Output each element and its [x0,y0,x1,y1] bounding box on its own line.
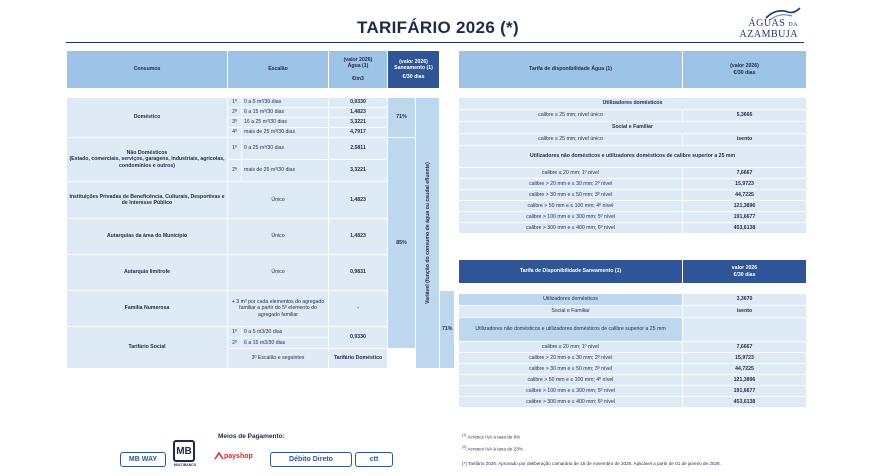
section-title: Utilizadores não domésticos e utilizadores domésticos de calibre superior a 25 mm [459,146,807,168]
company-logo [716,6,806,40]
payshop-icon [214,452,224,460]
row-label: calibre ≤ 25 mm; nível único [459,110,683,122]
autarquia-limitrofe-label: Autarquia limítrofe [67,255,228,291]
footnote-iva-23: $^{(2)}$ Acresce IVA à taxa de 23% [462,445,523,452]
header-consumos: Consumos [67,51,228,89]
header-agua: (valor 2026) Água (1) €/m3 [329,51,388,89]
agua-value: 1,4823 [329,219,388,255]
row-value: 44,7225 [683,364,807,375]
multibanco-logo [173,440,197,470]
row-value: 44,7225 [683,190,807,201]
ipss-label: Instituições Privadas de Beneficência, Culturais, Desportivas e de Interesse Público [67,182,228,219]
escalao-number: 3º [228,118,242,128]
ctt-logo: ctt [355,452,393,467]
title-divider [66,42,804,43]
escalao-unico: Único [228,219,329,255]
escalao-number: 1º [228,138,242,160]
saneamento-value: 85% [388,138,416,349]
row-label: calibre ≤ 20 mm; 1º nível [459,168,683,179]
escalao-number: 4º [228,128,242,138]
agua-value: 3,3221 [329,118,388,128]
familia-escalao: + 3 m³ por cada elementos do agregado familiar a partir do 5º elemento do agregado familiar [228,291,329,327]
nao-domesticos-label: Não Domésticos (Estado, comerciais, serviços, garagens, industriais, agrícolas, condomínios e outros) [67,138,228,182]
disponibilidade-agua-table [458,97,807,234]
mb-icon: MB [173,440,195,462]
row-label: Social e Familiar [459,306,683,318]
escalao-range: mais de 25 m³/30 dias [242,160,329,182]
agua-value: 4,7917 [329,128,388,138]
escalao-number: 1º [228,327,242,338]
escalao-range: 0 a 5 m³/30 dias [242,98,329,108]
escalao-range: mais de 25 m³/30 dias [242,128,329,138]
escalao-range: 16 a 25 m³/30 dias [242,118,329,128]
row-label: calibre > 20 mm e ≤ 30 mm; 2º nível [459,353,683,364]
header-saneamento: (valor 2026) Saneamento (1) €/30 dias [388,51,440,89]
row-label: calibre > 300 mm e ≤ 400 mm; 6º nível [459,397,683,408]
saneamento-value: 71% [388,98,416,138]
escalao-number: 2º [228,160,242,182]
agua-value: 2,5811 [329,138,388,160]
row-value: 15,9723 [683,353,807,364]
section-title: Social e Familiar [459,122,807,134]
row-label: calibre > 300 mm e ≤ 400 mm; 6º nível [459,223,683,234]
agua-value: 1,4823 [329,182,388,219]
section-title: Utilizadores não domésticos e utilizadores domésticos de calibre superior a 25 mm [459,318,683,342]
agua-value: 1,4823 [329,108,388,118]
row-label: calibre ≤ 25 mm; nível único [459,134,683,146]
logo-line1: ÁGUAS DA [748,18,798,29]
saneamento-variable-cell [416,98,440,369]
row-value: 15,9723 [683,179,807,190]
escalao-range: 6 a 15 m³/30 dias [242,108,329,118]
row-value: 191,6677 [683,212,807,223]
row-value: isento [683,134,807,146]
header-disp-saneamento-value: valor 2026 €/30 dias [683,260,807,284]
escalao-range: 3º Escalão e seguintes [228,349,329,369]
saneamento-variable-label: Variável (função do consumo de água ou caudal efluente) [424,162,431,304]
escalao-range: 0 a 5 m3/30 dias [242,327,329,338]
escalao-number: 2º [228,108,242,118]
header-disp-agua-value: (valor 2026) €/30 dias [683,51,807,89]
escalao-range: 0 a 25 m³/30 dias [242,138,329,160]
payshop-logo [214,452,253,460]
row-value: isento [683,306,807,318]
row-label: calibre > 20 mm e ≤ 30 mm; 2º nível [459,179,683,190]
escalao-number: 1º [228,98,242,108]
row-label: calibre > 100 mm e ≤ 300 mm; 5º nível [459,212,683,223]
row-value: 121,3896 [683,201,807,212]
agua-value: 0,9831 [329,255,388,291]
row-value: 7,6667 [683,342,807,353]
row-value: 453,6138 [683,223,807,234]
debito-direto-logo: Débito Direto [270,452,352,467]
autarquias-label: Autarquias da área do Município [67,219,228,255]
row-value: 3,3670 [683,294,807,306]
mb-sub: MULTIBANCO [173,463,197,467]
logo-line2: AZAMBUJA [739,29,798,40]
row-label: calibre ≤ 20 mm; 1º nível [459,342,683,353]
disponibilidade-saneamento-header [458,259,807,284]
payshop-label: payshop [224,452,253,460]
header-escalao: Escalão [228,51,329,89]
row-value: 7,6667 [683,168,807,179]
escalao-unico: Único [228,255,329,291]
row-value: 5,3666 [683,110,807,122]
mbway-logo: MB WAY [120,452,166,467]
tarifario-social-label: Tarifário Social [67,327,228,369]
row-label: calibre > 30 mm e ≤ 50 mm; 3º nível [459,190,683,201]
disponibilidade-agua-header [458,50,807,89]
agua-value: 3,3221 [329,160,388,182]
page-title: TARIFÁRIO 2026 (*) [357,18,519,37]
domestico-label: Doméstico [67,98,228,138]
row-value: 191,6677 [683,386,807,397]
agua-value: Tarifário Doméstico [329,349,388,369]
familia-numerosa-label: Família Numerosa [67,291,228,327]
consumption-header-table [66,50,440,89]
row-value: 453,6138 [683,397,807,408]
escalao-number: 2º [228,338,242,349]
row-label: calibre > 50 mm e ≤ 100 mm; 4º nível [459,375,683,386]
header-disp-agua: Tarifa de disponibilidade Água (1) [459,51,683,89]
agua-value: 0,9330 [329,98,388,108]
disponibilidade-saneamento-table [458,293,807,408]
row-label: calibre > 50 mm e ≤ 100 mm; 4º nível [459,201,683,212]
row-label: calibre > 30 mm e ≤ 50 mm; 3º nível [459,364,683,375]
footnote-approval: (*) Tarifário 2026: Aprovado por deliberação camarária de 18 de novembro de 2025. Aplicável a partir de 01 de janeiro de 2026. [462,461,721,466]
footnote-iva-6: $^{(1)}$ Acresce IVA à taxa de 6% [462,433,521,440]
row-label: calibre > 100 mm e ≤ 300 mm; 5º nível [459,386,683,397]
row-value: 121,3896 [683,375,807,386]
payment-methods-title: Meios de Pagamento: [218,433,285,440]
agua-value: 0,9330 [329,327,388,349]
header-disp-saneamento: Tarifa de Disponibilidade Saneamento (1) [459,260,683,284]
escalao-unico: Único [228,182,329,219]
escalao-range: 6 a 15 m3/30 dias [242,338,329,349]
consumption-tariff-table [66,97,455,369]
saneamento-value: 71% [440,291,455,369]
section-title: Utilizadores domésticos [459,98,807,110]
row-label: Utilizadores domésticos [459,294,683,306]
agua-value: - [329,291,388,327]
